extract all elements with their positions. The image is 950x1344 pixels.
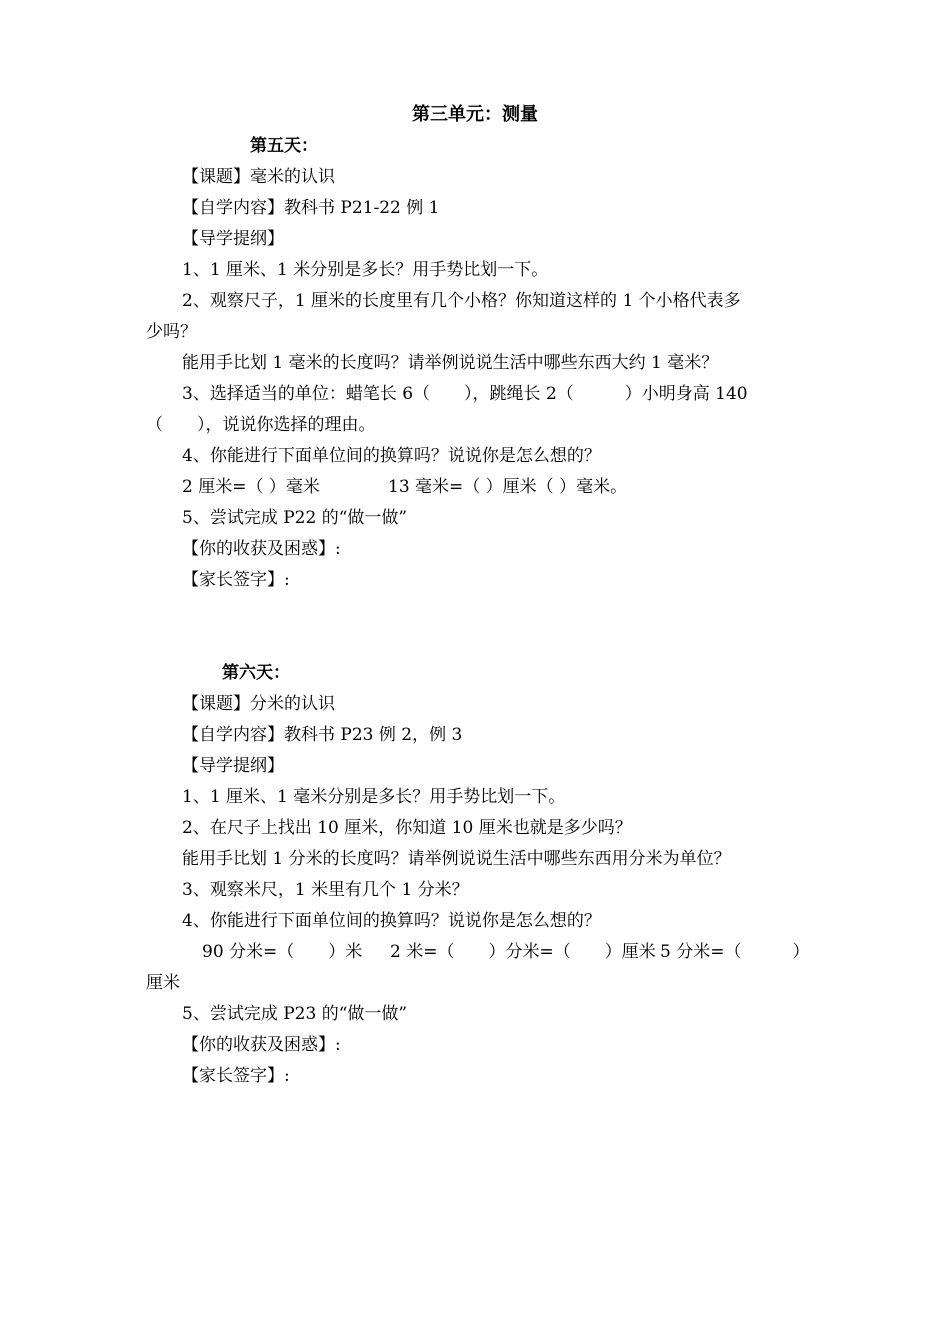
day6-content: 【自学内容】教科书 P23 例 2，例 3 xyxy=(182,725,463,745)
day5-topic: 【课题】毫米的认识 xyxy=(182,167,335,187)
day6-gain: 【你的收获及困惑】: xyxy=(182,1035,341,1055)
day6-heading: 第六天： xyxy=(222,663,290,683)
day5-parent-sign: 【家长签字】: xyxy=(182,570,290,590)
day5-question-3a: 3、选择适当的单位：蜡笔长 6（ ），跳绳长 2（ ）小明身高 140 xyxy=(182,384,748,404)
day5-question-4: 4、你能进行下面单位间的换算吗？说说你是怎么想的？ xyxy=(182,446,601,466)
day6-topic: 【课题】分米的认识 xyxy=(182,694,335,714)
day5-gain: 【你的收获及困惑】: xyxy=(182,539,341,559)
day6-question-4-example-3: 5 分米=（ ） xyxy=(660,942,810,962)
day6-question-4-example-2: 2 米=（ ）分米=（ ）厘米 xyxy=(390,942,656,962)
day5-question-1: 1、1 厘米、1 米分别是多长？用手势比划一下。 xyxy=(182,260,549,280)
day6-question-4: 4、你能进行下面单位间的换算吗？说说你是怎么想的？ xyxy=(182,911,601,931)
day6-question-2: 2、在尺子上找出 10 厘米，你知道 10 厘米也就是多少吗？ xyxy=(182,818,632,838)
day5-question-5: 5、尝试完成 P22 的“做一做” xyxy=(182,508,408,528)
day6-question-1: 1、1 厘米、1 毫米分别是多长？用手势比划一下。 xyxy=(182,787,566,807)
day5-outline-title: 【导学提纲】 xyxy=(182,229,284,249)
day5-question-2b: 少吗？ xyxy=(146,322,197,342)
day6-question-5: 5、尝试完成 P23 的“做一做” xyxy=(182,1004,408,1024)
day5-question-3b: （ ），说说你选择的理由。 xyxy=(146,415,376,435)
day5-content: 【自学内容】教科书 P21-22 例 1 xyxy=(182,198,440,218)
day5-question-2c: 能用手比划 1 毫米的长度吗？请举例说说生活中哪些东西大约 1 毫米？ xyxy=(182,353,719,373)
day5-question-4-example-1: 2 厘米=（ ）毫米 xyxy=(182,477,320,497)
day6-question-4-example-1: 90 分米=（ ）米 xyxy=(202,942,363,962)
day6-parent-sign: 【家长签字】: xyxy=(182,1066,290,1086)
day6-outline-title: 【导学提纲】 xyxy=(182,756,284,776)
day6-question-3: 3、观察米尺，1 米里有几个 1 分米？ xyxy=(182,880,469,900)
day6-question-2b: 能用手比划 1 分米的长度吗？请举例说说生活中哪些东西用分米为单位？ xyxy=(182,849,731,869)
day5-question-4-example-2: 13 毫米=（ ）厘米（ ）毫米。 xyxy=(388,477,628,497)
unit-title: 第三单元：测量 xyxy=(412,104,538,125)
day5-heading: 第五天： xyxy=(250,136,318,156)
day5-question-2a: 2、观察尺子，1 厘米的长度里有几个小格？你知道这样的 1 个小格代表多 xyxy=(182,291,741,311)
day6-question-4-example-3b: 厘米 xyxy=(146,973,180,993)
